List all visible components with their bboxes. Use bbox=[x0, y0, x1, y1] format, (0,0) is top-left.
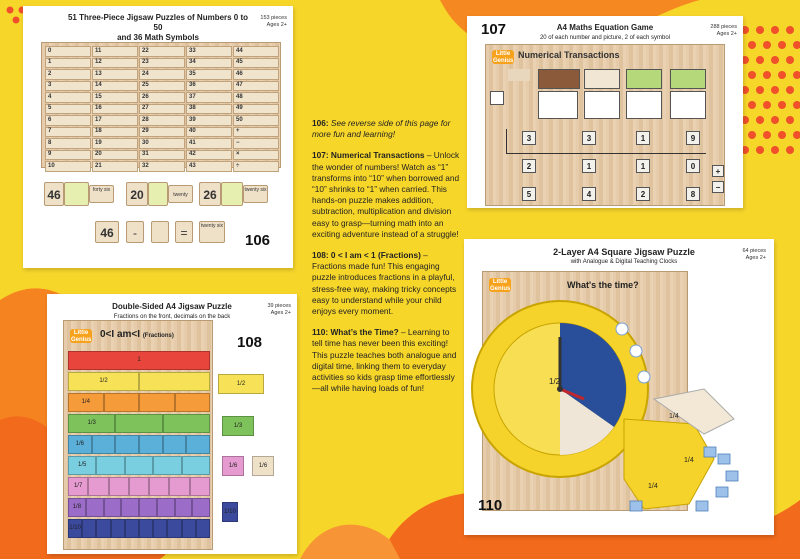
fraction-piece: 1/7 bbox=[68, 477, 88, 496]
number-grid-cell: 46 bbox=[233, 69, 279, 80]
fraction-piece bbox=[139, 519, 153, 538]
desc-108-label: 108: 0 < I am < 1 (Fractions) bbox=[312, 250, 421, 261]
number-grid-cell: 9 bbox=[45, 150, 91, 161]
card-106 bbox=[23, 6, 293, 268]
loose-clock-piece-1 bbox=[624, 419, 714, 509]
number-grid-cell: 48 bbox=[233, 92, 279, 103]
card-108-title bbox=[87, 302, 257, 322]
number-grid-cell: 34 bbox=[186, 58, 232, 69]
card-106-ages: Ages 2+ bbox=[266, 22, 287, 28]
clock-fraction-2: 1/2 bbox=[549, 377, 561, 386]
number-grid-cell: 27 bbox=[139, 104, 185, 115]
number-grid-cell: 17 bbox=[92, 115, 138, 126]
fraction-piece bbox=[86, 498, 104, 517]
piece-dots-2 bbox=[148, 182, 168, 206]
equation-equals: = bbox=[175, 221, 193, 243]
fraction-board-title bbox=[100, 329, 174, 340]
loose-fraction-piece: 1/3 bbox=[222, 416, 254, 436]
digit-tile: 0 bbox=[686, 159, 700, 173]
fraction-row bbox=[68, 414, 210, 433]
card-110-subtitle: with Analogue & Digital Teaching Clocks bbox=[570, 259, 678, 265]
number-grid-cell: 3 bbox=[45, 81, 91, 92]
number-grid-cell: 29 bbox=[139, 127, 185, 138]
fraction-piece: 1/3 bbox=[68, 414, 115, 433]
number-grid-cell: 21 bbox=[92, 161, 138, 172]
number-grid-cell: 26 bbox=[139, 92, 185, 103]
number-grid-cell: 39 bbox=[186, 115, 232, 126]
fraction-piece bbox=[190, 477, 210, 496]
fraction-row bbox=[68, 372, 210, 391]
fraction-piece bbox=[157, 498, 175, 517]
number-grid-cell: 41 bbox=[186, 138, 232, 149]
number-grid-cell: 20 bbox=[92, 150, 138, 161]
card-107-subtitle: 20 of each number and picture, 2 of each symbol bbox=[539, 35, 671, 41]
card-110 bbox=[464, 239, 774, 535]
number-grid-cell: 19 bbox=[92, 138, 138, 149]
picture-slot-2 bbox=[538, 69, 580, 89]
time-card-5 bbox=[696, 501, 708, 511]
product-descriptions bbox=[312, 118, 460, 404]
example-puzzle-row-1 bbox=[44, 182, 280, 208]
fraction-row bbox=[68, 477, 210, 496]
fraction-piece bbox=[96, 519, 110, 538]
fraction-piece bbox=[149, 477, 169, 496]
card-110-number: 110 bbox=[478, 497, 503, 514]
fraction-piece bbox=[167, 519, 181, 538]
number-grid-cell: 42 bbox=[186, 150, 232, 161]
digit-tile: 5 bbox=[522, 187, 536, 201]
card-110-pieces: 64 pieces bbox=[742, 248, 766, 254]
fraction-piece bbox=[182, 456, 210, 475]
digit-tile: 8 bbox=[686, 187, 700, 201]
number-grid-cell: 43 bbox=[186, 161, 232, 172]
equation-blank bbox=[151, 221, 169, 243]
desc-108 bbox=[312, 250, 460, 317]
number-grid-cell: 14 bbox=[92, 81, 138, 92]
digit-tile: 3 bbox=[582, 131, 596, 145]
time-card-6 bbox=[630, 501, 642, 511]
fraction-board-subtitle: (Fractions) bbox=[142, 333, 174, 339]
number-grid-cell: 7 bbox=[45, 127, 91, 138]
little-genius-logo-110: Little Genius bbox=[490, 279, 511, 292]
op-plus: + bbox=[712, 165, 724, 177]
answer-box-3 bbox=[626, 91, 662, 119]
card-106-title bbox=[63, 13, 253, 43]
piece-number-20: 20 bbox=[126, 182, 148, 206]
piece-word-twenty: twenty bbox=[168, 185, 193, 203]
number-puzzle-board bbox=[41, 42, 281, 168]
card-107-title bbox=[527, 23, 683, 43]
number-grid-cell: 31 bbox=[139, 150, 185, 161]
number-grid-cell: + bbox=[233, 127, 279, 138]
fraction-row bbox=[68, 456, 210, 475]
fraction-piece bbox=[115, 414, 162, 433]
equation-number-46: 46 bbox=[95, 221, 119, 243]
piece-dots-3 bbox=[221, 182, 243, 206]
picture-slot-3 bbox=[584, 69, 620, 89]
number-grid-cell: 22 bbox=[139, 46, 185, 57]
card-107-pieces: 288 pieces bbox=[710, 24, 737, 30]
number-grid-cell: 24 bbox=[139, 69, 185, 80]
number-grid-cell: 11 bbox=[92, 46, 138, 57]
number-grid-cell: − bbox=[233, 138, 279, 149]
number-grid-cell: 12 bbox=[92, 58, 138, 69]
piece-dots bbox=[64, 182, 89, 206]
fraction-piece bbox=[139, 498, 157, 517]
fraction-piece bbox=[109, 477, 129, 496]
number-grid-cell: × bbox=[233, 150, 279, 161]
fraction-piece bbox=[104, 393, 140, 412]
example-puzzle-row-2 bbox=[95, 221, 235, 247]
number-grid-cell: 4 bbox=[45, 92, 91, 103]
fraction-board bbox=[63, 320, 213, 550]
number-grid-cell: 15 bbox=[92, 92, 138, 103]
time-card-3 bbox=[726, 471, 738, 481]
number-grid-cell: 28 bbox=[139, 115, 185, 126]
clock-center bbox=[557, 386, 563, 392]
time-card-1 bbox=[704, 447, 716, 457]
number-grid-cell: 10 bbox=[45, 161, 91, 172]
fraction-piece: 1/2 bbox=[68, 372, 139, 391]
fraction-row bbox=[68, 351, 210, 370]
card-106-pieces: 153 pieces bbox=[260, 15, 287, 21]
number-grid-cell: 47 bbox=[233, 81, 279, 92]
loose-fraction-piece: 1/10 bbox=[222, 502, 238, 522]
card-108-pieces: 39 pieces bbox=[267, 303, 291, 309]
little-genius-logo-108: Little Genius bbox=[71, 330, 92, 343]
piece-number-26: 26 bbox=[199, 182, 221, 206]
card-106-meta bbox=[241, 15, 287, 29]
loose-fraction-piece: 1/6 bbox=[222, 456, 244, 476]
answer-box-4 bbox=[670, 91, 706, 119]
fraction-piece bbox=[104, 498, 122, 517]
desc-107-label: 107: Numerical Transactions bbox=[312, 150, 425, 161]
desc-106-label: 106: bbox=[312, 118, 329, 128]
fraction-piece bbox=[96, 456, 124, 475]
fraction-piece: 1/4 bbox=[68, 393, 104, 412]
number-grid-cell: 18 bbox=[92, 127, 138, 138]
mini-clock-2 bbox=[630, 345, 642, 357]
number-grid-cell: 5 bbox=[45, 104, 91, 115]
equation-board bbox=[485, 44, 725, 206]
fraction-piece bbox=[115, 435, 139, 454]
number-grid-cell: 13 bbox=[92, 69, 138, 80]
fraction-row bbox=[68, 519, 210, 538]
fraction-piece bbox=[125, 519, 139, 538]
fraction-piece bbox=[175, 498, 193, 517]
number-grid-cell: 16 bbox=[92, 104, 138, 115]
fraction-piece bbox=[196, 519, 210, 538]
number-grid-cell: 38 bbox=[186, 104, 232, 115]
loose-fraction-piece: 1/6 bbox=[252, 456, 274, 476]
fraction-piece bbox=[139, 393, 175, 412]
fraction-row bbox=[68, 393, 210, 412]
piece-word-forty-six: forty six bbox=[89, 185, 114, 203]
number-grid-cell: 45 bbox=[233, 58, 279, 69]
piece-number-46: 46 bbox=[44, 182, 64, 206]
desc-106 bbox=[312, 118, 460, 140]
fraction-piece bbox=[88, 477, 108, 496]
desc-110-body: – Learning to tell time has never been this exciting! This puzzle teaches both analogue and digital time, linking them to everyday activities so kids grasp time effortlessly—all while having loads of fun! bbox=[312, 327, 457, 394]
card-107-meta bbox=[689, 24, 737, 38]
card-107-title-line1: A4 Maths Equation Game bbox=[556, 23, 654, 32]
fraction-piece: 1/6 bbox=[68, 435, 92, 454]
number-grid-cell: 30 bbox=[139, 138, 185, 149]
picture-slot-1 bbox=[508, 69, 530, 81]
clock-board-title: What's the time? bbox=[567, 280, 639, 290]
number-grid-cell: 44 bbox=[233, 46, 279, 57]
fraction-board-title-text: 0<I am<I bbox=[100, 329, 141, 340]
number-grid-cell: 50 bbox=[233, 115, 279, 126]
card-110-ages: Ages 2+ bbox=[745, 255, 766, 261]
digit-tile: 2 bbox=[522, 159, 536, 173]
fraction-piece bbox=[182, 519, 196, 538]
fraction-piece: 1 bbox=[68, 351, 210, 370]
card-106-title-line1: 51 Three-Piece Jigsaw Puzzles of Numbers 0 to 50 bbox=[67, 13, 249, 32]
card-110-title-line1: 2-Layer A4 Square Jigsaw Puzzle bbox=[553, 247, 695, 257]
fraction-piece bbox=[92, 435, 116, 454]
number-grid-cell: ÷ bbox=[233, 161, 279, 172]
number-grid-cell: 23 bbox=[139, 58, 185, 69]
number-grid-cell: 6 bbox=[45, 115, 91, 126]
clock-fraction-4: 1/4 bbox=[648, 483, 658, 490]
time-card-4 bbox=[716, 487, 728, 497]
number-grid-cell: 8 bbox=[45, 138, 91, 149]
fraction-piece bbox=[129, 477, 149, 496]
digit-tile: 4 bbox=[582, 187, 596, 201]
number-grid-cell: 32 bbox=[139, 161, 185, 172]
card-107-number: 107 bbox=[481, 21, 507, 38]
fraction-piece bbox=[186, 435, 210, 454]
mini-clock-3 bbox=[638, 371, 650, 383]
digit-tile: 2 bbox=[636, 187, 650, 201]
number-grid-cell: 37 bbox=[186, 92, 232, 103]
card-107 bbox=[467, 16, 743, 208]
little-genius-logo: Little Genius bbox=[493, 51, 514, 64]
answer-box-2 bbox=[584, 91, 620, 119]
number-grid-cell: 49 bbox=[233, 104, 279, 115]
fraction-piece bbox=[153, 519, 167, 538]
piece-word-twenty-six: twenty six bbox=[243, 185, 268, 203]
equation-minus: - bbox=[126, 221, 144, 243]
mini-clock-1 bbox=[616, 323, 628, 335]
side-box bbox=[490, 91, 504, 105]
number-grid-cell: 1 bbox=[45, 58, 91, 69]
card-108 bbox=[47, 294, 297, 554]
clock-fraction-3: 1/4 bbox=[684, 457, 694, 464]
digit-tile: 1 bbox=[582, 159, 596, 173]
number-grid-cell: 40 bbox=[186, 127, 232, 138]
desc-108-body: – Fractions made fun! This engaging puzzle introduces fractions in a playful, stress-free way, making tricky concepts easy to understand while your child enjoys every moment. bbox=[312, 250, 457, 317]
digit-tile: 3 bbox=[522, 131, 536, 145]
fraction-piece: 1/5 bbox=[68, 456, 96, 475]
time-card-2 bbox=[718, 454, 730, 464]
desc-110-label: 110: What’s the Time? bbox=[312, 327, 399, 338]
desc-107 bbox=[312, 150, 460, 240]
fraction-row bbox=[68, 498, 210, 517]
board-title: Numerical Transactions bbox=[518, 50, 620, 60]
fraction-piece bbox=[111, 519, 125, 538]
fraction-piece bbox=[82, 519, 96, 538]
fraction-piece bbox=[153, 456, 181, 475]
card-108-title-line1: Double-Sided A4 Jigsaw Puzzle bbox=[112, 302, 232, 311]
card-107-ages: Ages 2+ bbox=[716, 31, 737, 37]
fraction-piece bbox=[175, 393, 211, 412]
card-106-title-line2: and 36 Math Symbols bbox=[117, 33, 199, 42]
picture-slot-4 bbox=[626, 69, 662, 89]
number-grid-cell: 35 bbox=[186, 69, 232, 80]
fraction-piece: 1/8 bbox=[68, 498, 86, 517]
equation-bracket bbox=[506, 129, 507, 154]
desc-107-body: – Unlock the wonder of numbers! Watch as “1” transforms into “10” when borrowed and “10” shrinks to “1” when carried. This hands-on puzzle makes addition, subtraction, multiplication and division easy to grasp—turning math into an exciting adventure instead of a struggle! bbox=[312, 150, 460, 239]
card-108-number: 108 bbox=[237, 334, 263, 351]
digit-tile: 1 bbox=[636, 159, 650, 173]
card-106-number: 106 bbox=[245, 232, 271, 249]
clock-fraction-1: 1/4 bbox=[669, 413, 679, 420]
number-grid bbox=[45, 46, 279, 169]
digit-tile: 1 bbox=[636, 131, 650, 145]
number-grid-cell: 0 bbox=[45, 46, 91, 57]
fraction-piece: 1/10 bbox=[68, 519, 82, 538]
equation-answer: twenty six bbox=[199, 221, 225, 243]
loose-fraction-piece: 1/2 bbox=[218, 374, 264, 394]
clock-illustration bbox=[464, 239, 774, 535]
answer-box-1 bbox=[538, 91, 578, 119]
fraction-piece bbox=[125, 456, 153, 475]
fraction-row bbox=[68, 435, 210, 454]
number-grid-cell: 33 bbox=[186, 46, 232, 57]
fraction-piece bbox=[139, 435, 163, 454]
fraction-piece bbox=[163, 414, 210, 433]
op-minus: − bbox=[712, 181, 724, 193]
picture-slot-5 bbox=[670, 69, 706, 89]
fraction-piece bbox=[192, 498, 210, 517]
number-grid-cell: 2 bbox=[45, 69, 91, 80]
card-108-ages: Ages 2+ bbox=[270, 310, 291, 316]
fraction-piece bbox=[163, 435, 187, 454]
equation-line bbox=[506, 153, 706, 154]
desc-110 bbox=[312, 327, 460, 394]
number-grid-cell: 36 bbox=[186, 81, 232, 92]
fraction-piece bbox=[169, 477, 189, 496]
fraction-piece bbox=[139, 372, 210, 391]
desc-106-body: See reverse side of this page for more fun and learning! bbox=[312, 118, 451, 140]
fraction-piece bbox=[121, 498, 139, 517]
number-grid-cell: 25 bbox=[139, 81, 185, 92]
card-108-subtitle: Fractions on the front, decimals on the back bbox=[113, 314, 231, 320]
card-108-meta bbox=[243, 303, 291, 317]
digit-tile: 9 bbox=[686, 131, 700, 145]
